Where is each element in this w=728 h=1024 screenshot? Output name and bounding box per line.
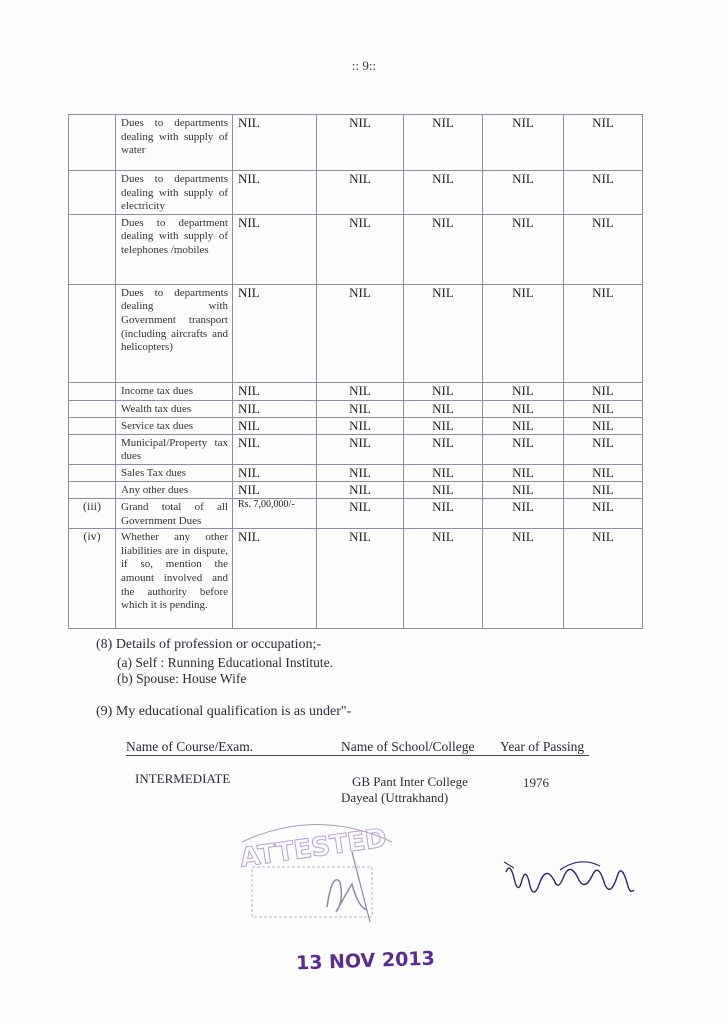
dues-value: NIL: [404, 171, 483, 215]
dues-value: NIL: [483, 382, 564, 400]
dues-value: NIL: [404, 417, 483, 434]
dues-value: NIL: [564, 498, 643, 528]
dues-row: [69, 434, 643, 464]
dues-description: Grand total of all Government Dues: [116, 498, 233, 528]
dues-value: NIL: [564, 382, 643, 400]
dues-value: NIL: [317, 400, 404, 417]
dues-value: NIL: [483, 434, 564, 464]
dues-value: NIL: [233, 284, 317, 382]
year-value: 1976: [523, 775, 549, 790]
dues-description: Service tax dues: [116, 417, 233, 434]
dues-value: NIL: [483, 400, 564, 417]
dues-value: NIL: [483, 284, 564, 382]
dues-value: NIL: [317, 382, 404, 400]
date-stamp: 13 NOV 2013: [295, 947, 436, 975]
dues-description: Dues to departments dealing with supply of electricity: [116, 171, 233, 215]
dues-value: NIL: [483, 481, 564, 498]
occupation-self: (a) Self : Running Educational Institute.: [117, 655, 333, 670]
row-number: [69, 115, 116, 171]
section8-heading: (8) Details of profession or occupation;-: [96, 637, 322, 652]
dues-value: NIL: [233, 214, 317, 284]
dues-description: Municipal/Property tax dues: [116, 434, 233, 464]
dues-row: [69, 464, 643, 481]
dues-value: NIL: [233, 382, 317, 400]
attested-stamp: [232, 812, 402, 932]
dues-row: [69, 529, 643, 629]
dues-value: NIL: [404, 498, 483, 528]
dues-value: NIL: [404, 284, 483, 382]
col-course-header: Name of Course/Exam.: [126, 739, 254, 754]
col-school-header: Name of School/College: [341, 739, 475, 754]
page-number: :: 9::: [351, 58, 377, 73]
dues-value: NIL: [564, 171, 643, 215]
dues-value: NIL: [483, 498, 564, 528]
dues-value: NIL: [404, 400, 483, 417]
dues-row: [69, 214, 643, 284]
row-number: [69, 284, 116, 382]
occupation-spouse: (b) Spouse: House Wife: [117, 671, 247, 686]
dues-row: [69, 498, 643, 528]
dues-value: NIL: [404, 529, 483, 629]
dues-description: Whether any other liabilities are in dispute, if so, mention the amount involved and the authority before which it is pending.: [116, 529, 233, 629]
dues-description: Sales Tax dues: [116, 464, 233, 481]
dues-row: [69, 171, 643, 215]
dues-value: NIL: [564, 481, 643, 498]
header-underline: [126, 755, 589, 756]
dues-value: NIL: [317, 498, 404, 528]
dues-value: NIL: [317, 417, 404, 434]
dues-description: Dues to departments dealing with supply of water: [116, 115, 233, 171]
dues-row: [69, 382, 643, 400]
dues-value: NIL: [233, 115, 317, 171]
school-line2: Dayeal (Uttrakhand): [341, 790, 449, 805]
dues-value: NIL: [317, 529, 404, 629]
dues-description: Any other dues: [116, 481, 233, 498]
dues-value: NIL: [483, 529, 564, 629]
dues-row: [69, 400, 643, 417]
row-number: [69, 171, 116, 215]
dues-value: NIL: [233, 529, 317, 629]
dues-value: NIL: [317, 284, 404, 382]
dues-value: NIL: [317, 171, 404, 215]
dues-value: NIL: [404, 382, 483, 400]
dues-value: NIL: [564, 529, 643, 629]
dues-value: NIL: [483, 214, 564, 284]
row-number: [69, 481, 116, 498]
dues-row: [69, 284, 643, 382]
row-number: (iii): [69, 498, 116, 528]
dues-value: NIL: [404, 481, 483, 498]
dues-description: Wealth tax dues: [116, 400, 233, 417]
dues-value: NIL: [483, 417, 564, 434]
dues-value: Rs. 7,00,000/-: [233, 498, 317, 528]
row-number: [69, 464, 116, 481]
dues-value: NIL: [564, 434, 643, 464]
dues-value: NIL: [233, 171, 317, 215]
dues-value: NIL: [317, 214, 404, 284]
dues-value: NIL: [404, 434, 483, 464]
dues-row: [69, 115, 643, 171]
dues-value: NIL: [483, 464, 564, 481]
dues-value: NIL: [483, 171, 564, 215]
col-year-header: Year of Passing: [500, 739, 585, 754]
signature-right: [500, 852, 640, 912]
school-line1: GB Pant Inter College: [352, 774, 468, 789]
dues-description: Dues to department dealing with supply of telephones /mobiles: [116, 214, 233, 284]
row-number: (iv): [69, 529, 116, 629]
row-number: [69, 434, 116, 464]
dues-value: NIL: [317, 115, 404, 171]
dues-row: [69, 481, 643, 498]
dues-value: NIL: [564, 115, 643, 171]
dues-value: NIL: [317, 481, 404, 498]
section9-heading: (9) My educational qualification is as under"-: [96, 704, 352, 719]
row-number: [69, 382, 116, 400]
dues-value: NIL: [233, 417, 317, 434]
dues-value: NIL: [564, 464, 643, 481]
dues-value: NIL: [483, 115, 564, 171]
dues-value: NIL: [317, 434, 404, 464]
row-number: [69, 417, 116, 434]
dues-row: [69, 417, 643, 434]
dues-value: NIL: [564, 284, 643, 382]
stamp-text: ATTESTED: [238, 823, 389, 874]
dues-value: NIL: [233, 434, 317, 464]
dues-value: NIL: [564, 400, 643, 417]
dues-value: NIL: [317, 464, 404, 481]
dues-value: NIL: [233, 464, 317, 481]
dues-value: NIL: [233, 400, 317, 417]
dues-value: NIL: [404, 214, 483, 284]
dues-description: Income tax dues: [116, 382, 233, 400]
dues-value: NIL: [404, 464, 483, 481]
dues-value: NIL: [233, 481, 317, 498]
dues-description: Dues to departments dealing with Government transport (including aircrafts and helicopters): [116, 284, 233, 382]
row-number: [69, 214, 116, 284]
dues-value: NIL: [564, 417, 643, 434]
government-dues-table: [68, 114, 643, 629]
dues-value: NIL: [564, 214, 643, 284]
course-value: INTERMEDIATE: [135, 771, 231, 786]
row-number: [69, 400, 116, 417]
dues-value: NIL: [404, 115, 483, 171]
